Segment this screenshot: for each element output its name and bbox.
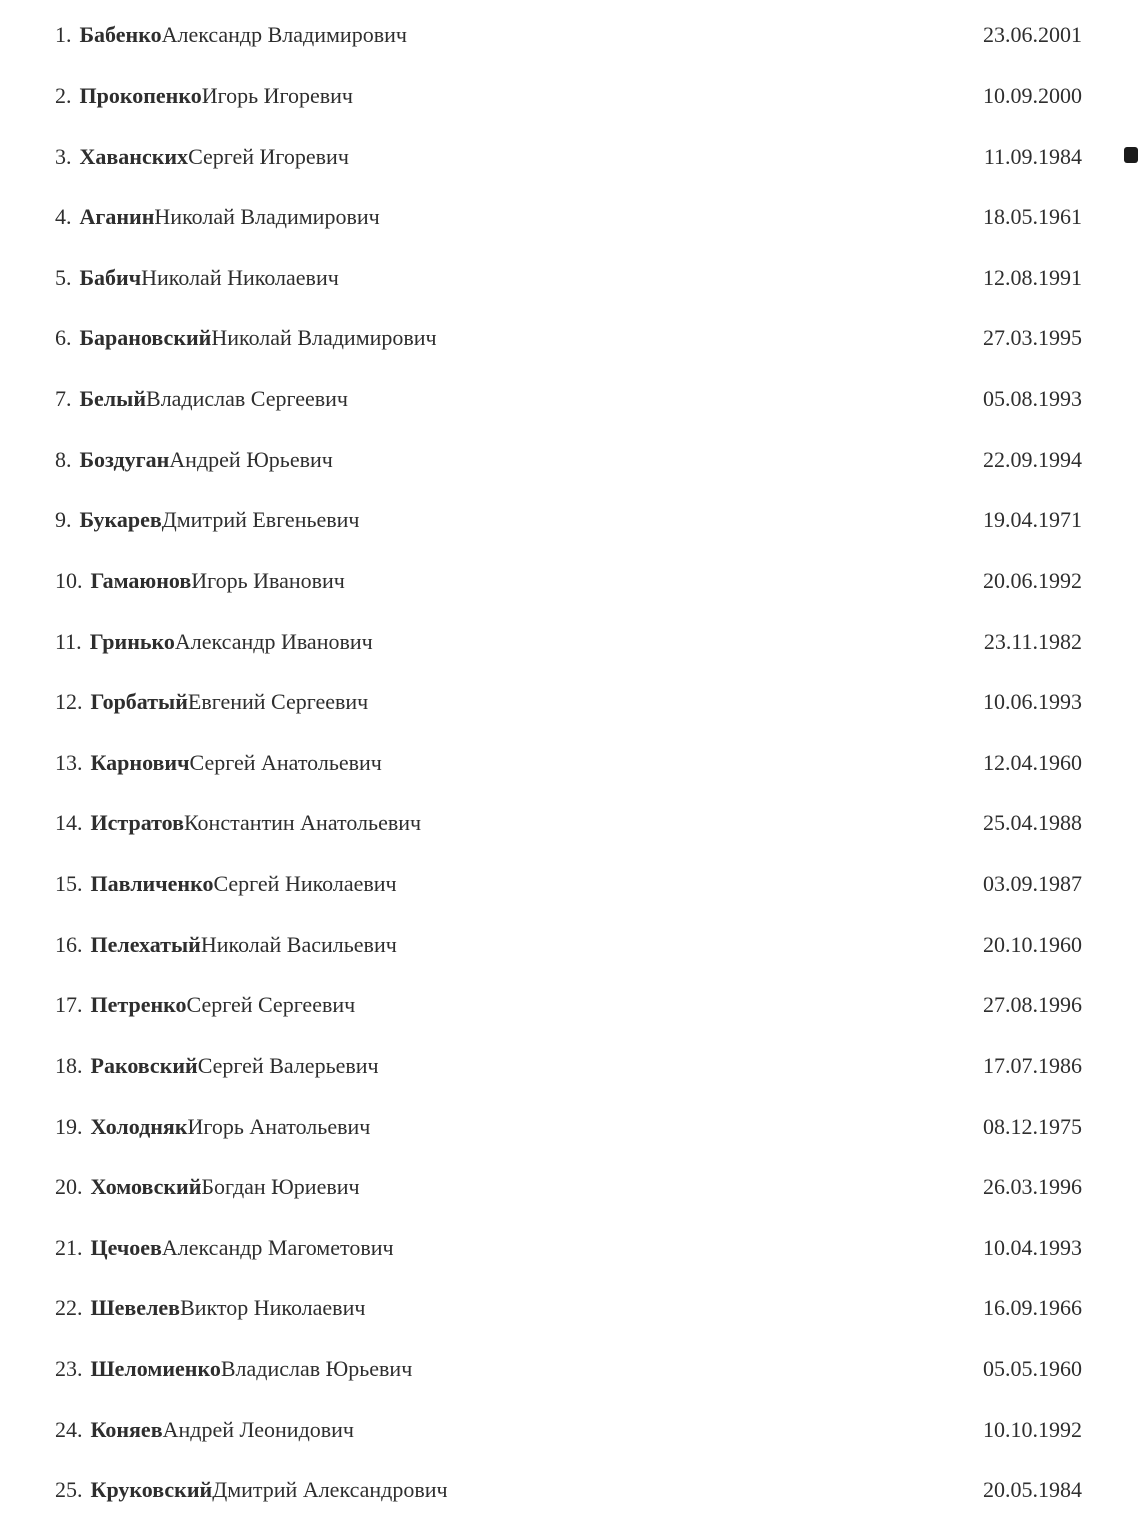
row-number: 18. xyxy=(55,1052,83,1078)
given-names: Сергей Сергеевич xyxy=(186,992,356,1018)
list-item xyxy=(55,1157,1082,1218)
birth-date: 10.06.1993 xyxy=(983,689,1082,715)
given-names: Константин Анатольевич xyxy=(183,810,422,836)
list-item xyxy=(55,1339,1082,1400)
surname: Белый xyxy=(79,386,147,412)
surname: Хаванских xyxy=(79,143,189,169)
birth-date: 17.07.1986 xyxy=(983,1052,1082,1078)
birth-date: 20.10.1960 xyxy=(983,931,1082,957)
row-number: 3. xyxy=(55,143,72,169)
birth-date: 26.03.1996 xyxy=(983,1174,1082,1200)
surname: Боздуган xyxy=(79,446,170,472)
birth-date: 16.09.1966 xyxy=(983,1295,1082,1321)
row-number: 17. xyxy=(55,992,83,1018)
row-number: 1. xyxy=(55,22,72,48)
given-names: Игорь Анатольевич xyxy=(187,1113,371,1139)
surname: Бабенко xyxy=(79,22,162,48)
row-number: 20. xyxy=(55,1174,83,1200)
given-names: Богдан Юриевич xyxy=(201,1174,360,1200)
list-item xyxy=(55,187,1082,248)
row-number: 10. xyxy=(55,567,83,593)
surname: Истратов xyxy=(90,810,184,836)
row-number: 16. xyxy=(55,931,83,957)
birth-date: 20.05.1984 xyxy=(983,1477,1082,1503)
given-names: Игорь Иванович xyxy=(191,567,345,593)
surname: Аганин xyxy=(79,204,155,230)
row-number: 14. xyxy=(55,810,83,836)
surname: Гринько xyxy=(89,628,175,654)
birth-date: 10.04.1993 xyxy=(983,1234,1082,1260)
row-number: 4. xyxy=(55,204,72,230)
given-names: Александр Иванович xyxy=(174,628,373,654)
surname: Горбатый xyxy=(90,689,188,715)
row-number: 23. xyxy=(55,1356,83,1382)
given-names: Дмитрий Александрович xyxy=(212,1477,448,1503)
list-item xyxy=(55,611,1082,672)
given-names: Николай Николаевич xyxy=(141,264,339,290)
given-names: Виктор Николаевич xyxy=(180,1295,366,1321)
birth-date: 27.08.1996 xyxy=(983,992,1082,1018)
list-item xyxy=(55,490,1082,551)
row-number: 12. xyxy=(55,689,83,715)
list-item xyxy=(55,1460,1082,1521)
birth-date: 20.06.1992 xyxy=(983,567,1082,593)
birth-date: 27.03.1995 xyxy=(983,325,1082,351)
birth-date: 05.08.1993 xyxy=(983,386,1082,412)
birth-date: 19.04.1971 xyxy=(983,507,1082,533)
given-names: Дмитрий Евгеньевич xyxy=(161,507,360,533)
given-names: Сергей Анатольевич xyxy=(189,749,382,775)
given-names: Игорь Игоревич xyxy=(201,82,353,108)
row-number: 5. xyxy=(55,264,72,290)
birth-date: 10.10.1992 xyxy=(983,1416,1082,1442)
list-item xyxy=(55,793,1082,854)
given-names: Александр Владимирович xyxy=(161,22,407,48)
list-item xyxy=(55,672,1082,733)
given-names: Андрей Леонидович xyxy=(162,1416,354,1442)
surname: Круковский xyxy=(90,1477,213,1503)
list-item xyxy=(55,1399,1082,1460)
list-item xyxy=(55,5,1082,66)
row-number: 24. xyxy=(55,1416,83,1442)
surname: Шевелев xyxy=(90,1295,181,1321)
birth-date: 23.11.1982 xyxy=(983,628,1082,654)
given-names: Николай Васильевич xyxy=(200,931,397,957)
given-names: Владислав Сергеевич xyxy=(146,386,348,412)
surname: Цечоев xyxy=(90,1234,162,1260)
birth-date: 10.09.2000 xyxy=(983,82,1082,108)
row-number: 7. xyxy=(55,386,72,412)
given-names: Николай Владимирович xyxy=(211,325,437,351)
list-item xyxy=(55,308,1082,369)
surname: Бабич xyxy=(79,264,142,290)
list-item xyxy=(55,854,1082,915)
surname: Гамаюнов xyxy=(90,567,192,593)
list-item xyxy=(55,551,1082,612)
list-item xyxy=(55,66,1082,127)
given-names: Александр Магометович xyxy=(161,1234,394,1260)
list-item xyxy=(55,975,1082,1036)
row-number: 13. xyxy=(55,749,83,775)
scrollbar-thumb[interactable] xyxy=(1124,147,1138,163)
row-number: 21. xyxy=(55,1234,83,1260)
list-item xyxy=(55,914,1082,975)
surname: Прокопенко xyxy=(79,82,202,108)
given-names: Андрей Юрьевич xyxy=(169,446,333,472)
birth-date: 23.06.2001 xyxy=(983,22,1082,48)
given-names: Николай Владимирович xyxy=(154,204,380,230)
row-number: 9. xyxy=(55,507,72,533)
surname: Барановский xyxy=(79,325,212,351)
birth-date: 22.09.1994 xyxy=(983,446,1082,472)
surname: Хомовский xyxy=(90,1174,202,1200)
surname: Пелехатый xyxy=(90,931,201,957)
surname: Карнович xyxy=(90,749,190,775)
row-number: 11. xyxy=(55,628,82,654)
surname: Коняев xyxy=(90,1416,163,1442)
list-item xyxy=(55,1278,1082,1339)
list-item xyxy=(55,1096,1082,1157)
given-names: Евгений Сергеевич xyxy=(187,689,369,715)
row-number: 25. xyxy=(55,1477,83,1503)
surname: Букарев xyxy=(79,507,162,533)
list-item xyxy=(55,1036,1082,1097)
row-number: 6. xyxy=(55,325,72,351)
row-number: 15. xyxy=(55,871,83,897)
surname: Павличенко xyxy=(90,871,214,897)
birth-date: 12.08.1991 xyxy=(983,264,1082,290)
list-item xyxy=(55,369,1082,430)
birth-date: 11.09.1984 xyxy=(983,143,1082,169)
row-number: 22. xyxy=(55,1295,83,1321)
given-names: Сергей Валерьевич xyxy=(197,1052,379,1078)
list-item xyxy=(55,126,1082,187)
given-names: Сергей Игоревич xyxy=(188,143,349,169)
surname: Раковский xyxy=(90,1052,198,1078)
birth-date: 12.04.1960 xyxy=(983,749,1082,775)
given-names: Сергей Николаевич xyxy=(213,871,397,897)
birth-date: 18.05.1961 xyxy=(983,204,1082,230)
surname: Петренко xyxy=(90,992,187,1018)
row-number: 19. xyxy=(55,1113,83,1139)
list-item xyxy=(55,1218,1082,1279)
list-item xyxy=(55,733,1082,794)
birth-date: 08.12.1975 xyxy=(983,1113,1082,1139)
row-number: 8. xyxy=(55,446,72,472)
surname: Шеломиенко xyxy=(90,1356,221,1382)
list-item xyxy=(55,429,1082,490)
birth-date: 25.04.1988 xyxy=(983,810,1082,836)
list-item xyxy=(55,248,1082,309)
row-number: 2. xyxy=(55,82,72,108)
surname: Холодняк xyxy=(90,1113,188,1139)
birth-date: 03.09.1987 xyxy=(983,871,1082,897)
given-names: Владислав Юрьевич xyxy=(220,1356,413,1382)
birth-date: 05.05.1960 xyxy=(983,1356,1082,1382)
